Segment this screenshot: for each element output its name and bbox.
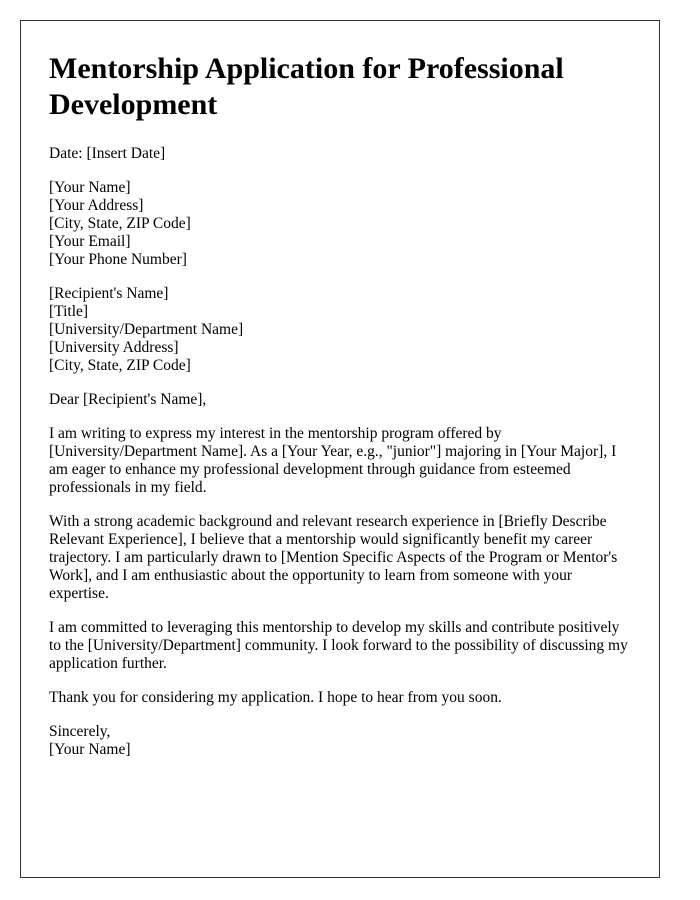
- date-block: [49, 145, 631, 163]
- body-paragraph-2: With a strong academic background and relevant research experience in [Briefly Describe Relevant Experience], I believe that a mentorship would significantly benefit my career trajectory. I am particularly drawn to [Mention Specific Aspects of the Program or Mentor's Work], and I am enthusiastic about the opportunity to learn from someone with your expertise.: [49, 513, 618, 602]
- recipient-title: [Title]: [49, 303, 89, 320]
- closing-word: Sincerely,: [49, 723, 111, 740]
- recipient-address-line: [University Address]: [49, 339, 179, 356]
- letter-title: Mentorship Application for Professional Development: [49, 52, 564, 121]
- date-line: Date: [Insert Date]: [49, 145, 166, 162]
- closing-block: [49, 723, 631, 759]
- body-paragraph-3: I am committed to leveraging this mentorship to develop my skills and contribute positively to the [University/Department] community. I look forward to the possibility of discussing my application further.: [49, 619, 628, 672]
- sender-phone: [Your Phone Number]: [49, 251, 187, 268]
- body-paragraph-4: Thank you for considering my application. I hope to hear from you soon.: [49, 689, 502, 706]
- recipient-address: [49, 285, 631, 375]
- salutation: Dear [Recipient's Name],: [49, 391, 207, 408]
- recipient-city-state-zip: [City, State, ZIP Code]: [49, 357, 191, 374]
- recipient-name: [Recipient's Name]: [49, 285, 169, 302]
- sender-email: [Your Email]: [49, 233, 131, 250]
- signature-name: [Your Name]: [49, 741, 131, 758]
- letter-page: [20, 20, 660, 878]
- recipient-department: [University/Department Name]: [49, 321, 244, 338]
- sender-name: [Your Name]: [49, 179, 131, 196]
- sender-city-state-zip: [City, State, ZIP Code]: [49, 215, 191, 232]
- sender-address-line: [Your Address]: [49, 197, 144, 214]
- sender-address: [49, 179, 631, 269]
- body-paragraph-1: I am writing to express my interest in the mentorship program offered by [University/Department Name]. As a [Your Year, e.g., "junior"] majoring in [Your Major], I am eager to enhance my professional development through guidance from esteemed professionals in my field.: [49, 425, 617, 496]
